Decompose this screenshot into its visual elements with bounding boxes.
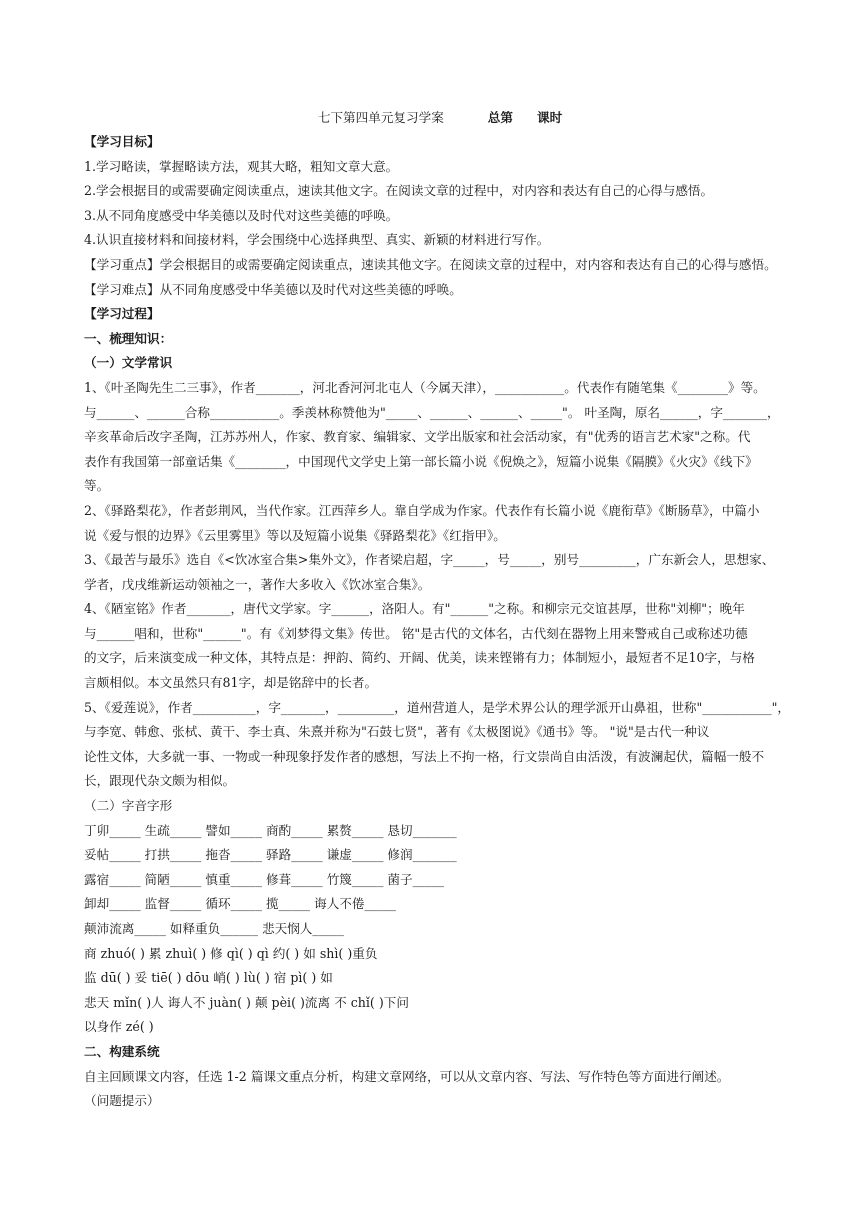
- word-row: 颠沛流离_____ 如释重负______ 悲天悯人_____: [84, 921, 344, 936]
- paragraph-line: 言颇相似。本文虽然只有81字，却是铭辞中的长者。: [84, 675, 378, 691]
- word-row: 妥帖_____ 打拱_____ 拖沓_____ 驿路_____ 谦虚_____ 修润_______: [84, 847, 457, 863]
- pinyin-row: 悲天 mǐn( )人 诲人不 juàn( ) 颠 pèi( )流离 不 chǐ( )下问: [84, 994, 409, 1010]
- paragraph-line: 说《爱与恨的边界》《云里雾里》等以及短篇小说集《驿路梨花》《红指甲》。: [84, 527, 506, 543]
- paragraph-line: 4、《陋室铭》作者_______，唐代文学家。字______，洛阳人。有"______"之称。和柳宗元交谊甚厚，世称"刘柳"；晚年: [84, 601, 745, 617]
- goal-item: 3.从不同角度感受中华美德以及时代对这些美德的呼唤。: [84, 207, 399, 223]
- word-row: 露宿_____ 简陋_____ 慎重_____ 修葺_____ 竹篾_____ 菌子_____: [84, 871, 445, 887]
- title-keshi: 课时: [536, 110, 563, 125]
- pinyin-row: 以身作 zé( ): [84, 1019, 154, 1035]
- document-title: [84, 106, 796, 130]
- paragraph-line: 的文字，后来演变成一种文体，其特点是：押韵、简约、开阔、优美，读来铿锵有力；体制短小，最短者不足10字，与格: [84, 650, 755, 666]
- paragraph-line: 长，跟现代杂文颇为相似。: [84, 773, 236, 789]
- paragraph-line: 与李宽、韩愈、张栻、黄干、李士真、朱熹并称为"石鼓七贤"，著有《太极图说》《通书》等。 "说"是古代一种议: [84, 724, 710, 740]
- paragraph-line: 论性文体，大多就一事、一物或一种现象抒发作者的感想，写法上不拘一格，行文崇尚自由活泼，有波澜起伏，篇幅一般不: [84, 748, 765, 764]
- goal-item: 1.学习略读，掌握略读方法，观其大略，粗知文章大意。: [84, 158, 399, 174]
- heading-goals: 【学习目标】: [84, 134, 160, 149]
- section-heading: 二、构建系统: [84, 1043, 160, 1059]
- title-zong: 总第: [487, 110, 513, 125]
- pinyin-row: 监 dū( ) 妥 tiē( ) dōu 峭( ) lù( ) 宿 pì( ) 如: [84, 970, 333, 986]
- key-point: 【学习重点】学会根据目的或需要确定阅读重点，速读其他文字。在阅读文章的过程中，对内容和表达有自己的心得与感悟。: [84, 256, 777, 272]
- word-row: 卸却_____ 监督_____ 循环_____ 揽_____ 诲人不倦_____: [84, 896, 396, 912]
- difficult-point: 【学习难点】从不同角度感受中华美德以及时代对这些美德的呼唤。: [84, 281, 462, 297]
- paragraph-line: 3、《最苦与最乐》选自《<饮冰室合集>集外文》，作者梁启超，字_____，号_____，别号_________，广东新会人，思想家、: [84, 552, 775, 568]
- subsection-heading: （二）字音字形: [84, 798, 173, 814]
- hint-line: （问题提示）: [84, 1093, 160, 1109]
- heading-process: 【学习过程】: [84, 306, 160, 322]
- paragraph-line: 与______唱和，世称"______"。有《刘梦得文集》传世。 铭"是古代的文体名，古代刻在器物上用来警戒自己或称述功德: [84, 625, 748, 641]
- paragraph-line: 1、《叶圣陶先生二三事》，作者_______，河北香河河北屯人（今属天津），___________。代表作有随笔集《________》等。: [84, 379, 766, 395]
- paragraph-line: 等。: [84, 478, 110, 494]
- paragraph-line: 学者，戊戌维新运动领袖之一，著作大多收入《饮冰室合集》。: [84, 576, 431, 592]
- paragraph-line: 与______、______合称___________。季羡林称赞他为"_____、______、______、_____"。 叶圣陶，原名______，字_______，: [84, 404, 780, 420]
- pinyin-row: 商 zhuó( ) 累 zhuì( ) 修 qì( ) qì 约( ) 如 shì( )重负: [84, 945, 378, 961]
- subsection-heading: （一）文学常识: [84, 355, 173, 371]
- word-row: 丁卯_____ 生疏_____ 譬如_____ 商酌_____ 累赘_____ 恳切_______: [84, 822, 457, 838]
- paragraph-line: 辛亥革命后改字圣陶，江苏苏州人，作家、教育家、编辑家、文学出版家和社会活动家，有"优秀的语言艺术家"之称。代: [84, 429, 751, 445]
- paragraph-line: 自主回顾课文内容，任选 1-2 篇课文重点分析，构建文章网络，可以从文章内容、写法、写作特色等方面进行阐述。: [84, 1068, 730, 1084]
- goal-item: 4.认识直接材料和间接材料，学会围绕中心选择典型、真实、新颖的材料进行写作。: [84, 232, 550, 248]
- paragraph-line: 2、《驿路梨花》，作者彭荆风，当代作家。江西萍乡人。靠自学成为作家。代表作有长篇小说《鹿衔草》《断肠草》，中篇小: [84, 502, 760, 518]
- section-heading: 一、梳理知识：: [84, 330, 173, 346]
- paragraph-line: 表作有我国第一部童话集《________，中国现代文学史上第一部长篇小说《倪焕之》，短篇小说集《隔膜》《火灾》《线下》: [84, 453, 758, 469]
- title-main: 七下第四单元复习学案: [317, 110, 444, 125]
- goal-item: 2.学会根据目的或需要确定阅读重点，速读其他文字。在阅读文章的过程中，对内容和表达有自己的心得与感悟。: [84, 183, 714, 199]
- paragraph-line: 5、《爱莲说》，作者__________，字_______，_________，道州营道人，是学术界公认的理学派开山鼻祖，世称"___________"，: [84, 699, 790, 715]
